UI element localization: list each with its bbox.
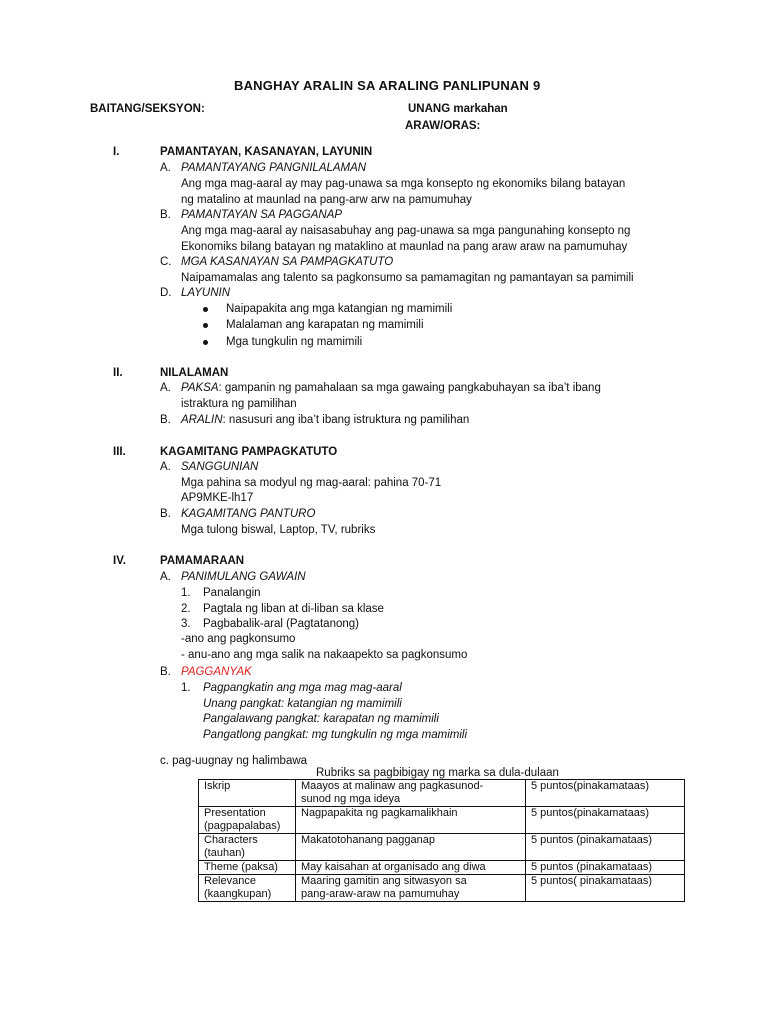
section-1-heading: PAMANTAYAN, KASANAYAN, LAYUNIN <box>160 146 373 158</box>
page-title: BANGHAY ARALIN SA ARALING PANLIPUNAN 9 <box>234 78 541 93</box>
rubric-caption: Rubriks sa pagbibigay ng marka sa dula-dulaan <box>316 767 559 779</box>
sec1-d-letter: D. <box>160 287 172 299</box>
quarter-label: UNANG markahan <box>408 103 508 115</box>
sec3-a-line2: AP9MKE-lh17 <box>181 492 254 504</box>
section-2-number: II. <box>113 367 123 379</box>
aralin-label: ARALIN <box>181 414 223 426</box>
rubric-criterion <box>199 875 296 902</box>
rubric-criterion <box>199 834 296 861</box>
description-text: Maayos at malinaw ang pagkasunod- <box>301 780 484 792</box>
sec2-a-line1 <box>181 381 601 395</box>
rubric-description <box>296 780 526 807</box>
list-item: Pagpangkatin ang mga mag mag-aaral <box>203 682 402 694</box>
sec3-b-title: KAGAMITANG PANTURO <box>181 508 316 520</box>
section-3-heading: KAGAMITANG PAMPAGKATUTO <box>160 446 338 458</box>
rubric-table <box>198 779 685 902</box>
rubric-points: 5 puntos( pinakamataas) <box>526 875 685 902</box>
rubric-description <box>296 834 526 861</box>
group-assignment: Unang pangkat: katangian ng mamimili <box>203 698 402 710</box>
criterion-text: Characters <box>204 834 258 846</box>
description-text: May kaisahan at organisado ang diwa <box>301 861 486 873</box>
aralin-text: : nasusuri ang iba’t ibang istruktura ng pamilihan <box>222 414 470 426</box>
table-row <box>199 834 685 861</box>
section-2-heading: NILALAMAN <box>160 367 229 379</box>
rubric-points: 5 puntos(pinakamataas) <box>526 780 685 807</box>
table-row <box>199 807 685 834</box>
objective-item: Naipapakita ang mga katangian ng mamimili <box>226 303 453 315</box>
sec4-b-title: PAGGANYAK <box>181 666 252 678</box>
objective-item: Malalaman ang karapatan ng mamimili <box>226 319 424 331</box>
baitang-label: BAITANG/SEKSYON: <box>90 103 205 115</box>
section-4-number: IV. <box>113 555 127 567</box>
sec3-a-line1: Mga pahina sa modyul ng mag-aaral: pahina 70-71 <box>181 477 442 489</box>
criterion-text: Presentation <box>204 807 266 819</box>
criterion-text: (kaangkupan) <box>204 888 272 900</box>
rubric-points: 5 puntos (pinakamataas) <box>526 834 685 861</box>
review-question: -ano ang pagkonsumo <box>181 633 296 645</box>
rubric-criterion <box>199 780 296 807</box>
sec1-c-line1: Naipamamalas ang talento sa pagkonsumo sa pamamagitan ng pamantayan sa pamimili <box>181 272 634 284</box>
rubric-criterion <box>199 807 296 834</box>
list-number: 1. <box>181 587 191 599</box>
sec4-a-title: PANIMULANG GAWAIN <box>181 571 306 583</box>
sec1-d-title: LAYUNIN <box>181 287 230 299</box>
sec2-a-line2: istraktura ng pamilihan <box>181 398 297 410</box>
rubric-points: 5 puntos (pinakamataas) <box>526 861 685 875</box>
list-item: Pagtala ng liban at di-liban sa klase <box>203 603 384 615</box>
sec1-a-line1: Ang mga mag-aaral ay may pag-unawa sa mga konsepto ng ekonomiks bilang batayan <box>181 178 626 190</box>
section-1-number: I. <box>113 146 120 158</box>
sec3-a-title: SANGGUNIAN <box>181 461 259 473</box>
rubric-criterion <box>199 861 296 875</box>
sec1-a-line2: ng matalino at maunlad na pang-arw arw na pamumuhay <box>181 194 472 206</box>
criterion-text: (tauhan) <box>204 847 245 859</box>
criterion-text: Iskrip <box>204 780 231 792</box>
list-number: 2. <box>181 603 191 615</box>
rubric-description <box>296 875 526 902</box>
table-row <box>199 861 685 875</box>
sec3-b-letter: B. <box>160 508 171 520</box>
section-4-heading: PAMAMARAAN <box>160 555 245 567</box>
description-text: sunod ng mga ideya <box>301 793 401 805</box>
sec1-b-title: PAMANTAYAN SA PAGGANAP <box>181 209 343 221</box>
description-text: pang-araw-araw na pamumuhay <box>301 888 460 900</box>
sec1-a-title: PAMANTAYANG PANGNILALAMAN <box>181 162 367 174</box>
sec1-b-line2: Ekonomiks bilang batayan ng mataklino at maunlad na pang araw araw na pamumuhay <box>181 241 628 253</box>
paksa-text: : gampanin ng pamahalaan sa mga gawaing pangkabuhayan sa iba’t ibang <box>218 382 601 394</box>
criterion-text: Theme (paksa) <box>204 861 278 873</box>
description-text: Maaring gamitin ang sitwasyon sa <box>301 875 467 887</box>
list-item: Pagbabalik-aral (Pagtatanong) <box>203 618 359 630</box>
araw-label: ARAW/ORAS: <box>405 120 481 132</box>
sec1-a-letter: A. <box>160 162 171 174</box>
table-row <box>199 780 685 807</box>
group-assignment: Pangalawang pangkat: karapatan ng mamimili <box>203 713 439 725</box>
section-3-number: III. <box>113 446 126 458</box>
paksa-label: PAKSA <box>181 382 219 394</box>
sec1-c-title: MGA KASANAYAN SA PAMPAGKATUTO <box>181 256 394 268</box>
sec4-a-letter: A. <box>160 571 171 583</box>
criterion-text: (pagpapalabas) <box>204 820 281 832</box>
sec4-b-letter: B. <box>160 666 171 678</box>
description-text: Makatotohanang pagganap <box>301 834 435 846</box>
sec1-c-letter: C. <box>160 256 172 268</box>
sec1-b-line1: Ang mga mag-aaral ay naisasabuhay ang pag-unawa sa mga pangunahing konsepto ng <box>181 225 631 237</box>
bullet-icon <box>203 307 208 312</box>
rubric-description <box>296 807 526 834</box>
table-row <box>199 875 685 902</box>
rubric-description <box>296 861 526 875</box>
sec3-a-letter: A. <box>160 461 171 473</box>
sec1-b-letter: B. <box>160 209 171 221</box>
bullet-icon <box>203 340 208 345</box>
sec3-b-line1: Mga tulong biswal, Laptop, TV, rubriks <box>181 524 376 536</box>
review-question: - anu-ano ang mga salik na nakaapekto sa pagkonsumo <box>181 649 468 661</box>
bullet-icon <box>203 323 208 328</box>
rubric-points: 5 puntos(pinakamataas) <box>526 807 685 834</box>
sec2-b-letter: B. <box>160 414 171 426</box>
list-number: 1. <box>181 682 191 694</box>
sec4-c-line: c. pag-uugnay ng halimbawa <box>160 755 308 767</box>
list-item: Panalangin <box>203 587 261 599</box>
objective-item: Mga tungkulin ng mamimili <box>226 336 363 348</box>
description-text: Nagpapakita ng pagkamalikhain <box>301 807 458 819</box>
group-assignment: Pangatlong pangkat: mg tungkulin ng mga mamimili <box>203 729 468 741</box>
sec2-b-line <box>181 413 469 427</box>
criterion-text: Relevance <box>204 875 256 887</box>
list-number: 3. <box>181 618 191 630</box>
sec2-a-letter: A. <box>160 382 171 394</box>
